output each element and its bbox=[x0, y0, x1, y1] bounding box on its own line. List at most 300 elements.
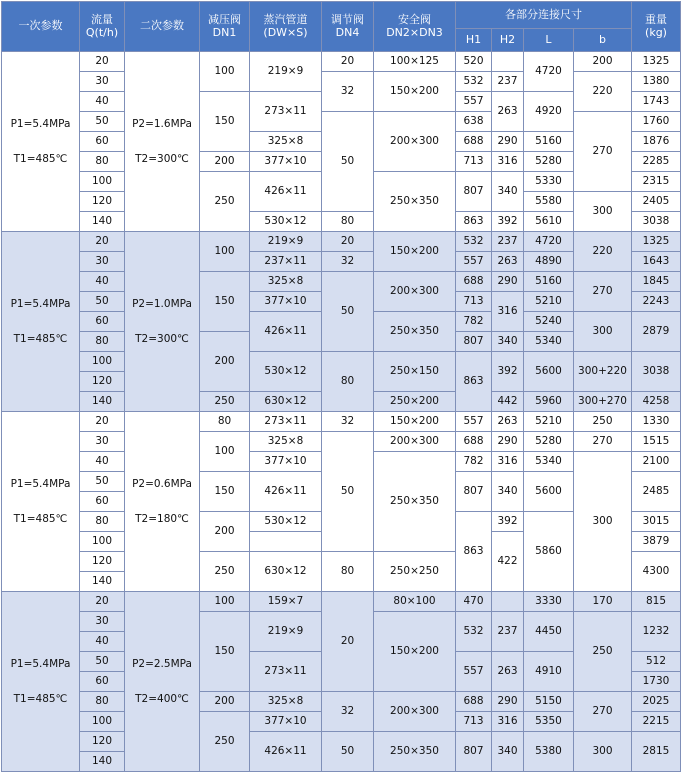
h1-cell: 713 bbox=[456, 292, 492, 312]
h1-cell: 782 bbox=[456, 452, 492, 472]
table-row bbox=[2, 592, 681, 612]
safety-cell: 200×300 bbox=[374, 432, 456, 452]
header-dims: 各部分连接尺寸 bbox=[456, 2, 632, 29]
flow-cell: 30 bbox=[80, 612, 125, 632]
header-prv-label: 减压阀 bbox=[208, 12, 241, 26]
flow-cell: 30 bbox=[80, 72, 125, 92]
prv-dn-cell: 250 bbox=[200, 392, 250, 412]
reg-dn-cell: 20 bbox=[322, 232, 374, 252]
steam-pipe-cell: 219×9 bbox=[250, 232, 322, 252]
secondary-params bbox=[125, 592, 200, 772]
flow-cell: 20 bbox=[80, 592, 125, 612]
h2-cell: 237 bbox=[492, 72, 524, 92]
h2-cell: 442 bbox=[492, 392, 524, 412]
weight-cell: 3015 bbox=[632, 512, 681, 532]
header-flow-unit: Q(t/h) bbox=[85, 25, 119, 39]
reg-dn-cell: 50 bbox=[322, 732, 374, 772]
l-cell: 5340 bbox=[524, 332, 574, 352]
table-row bbox=[2, 52, 681, 72]
h2-cell: 340 bbox=[492, 472, 524, 512]
l-cell: 5280 bbox=[524, 152, 574, 172]
safety-cell: 150×200 bbox=[374, 412, 456, 432]
weight-cell: 3038 bbox=[632, 352, 681, 392]
group-1 bbox=[2, 52, 681, 232]
steam-pipe-cell: 237×11 bbox=[250, 252, 322, 272]
weight-cell: 1743 bbox=[632, 92, 681, 112]
table-row bbox=[2, 72, 681, 92]
primary-params bbox=[2, 52, 80, 232]
reg-dn-cell: 50 bbox=[322, 272, 374, 352]
l-cell: 5960 bbox=[524, 392, 574, 412]
header-weight-unit: (kg) bbox=[645, 25, 667, 39]
l-cell: 5160 bbox=[524, 132, 574, 152]
t2-value: T2=400℃ bbox=[135, 692, 189, 705]
h2-cell: 316 bbox=[492, 152, 524, 172]
h2-cell: 340 bbox=[492, 172, 524, 212]
safety-cell: 250×150 bbox=[374, 352, 456, 392]
prv-dn-cell: 150 bbox=[200, 92, 250, 152]
safety-cell: 250×200 bbox=[374, 392, 456, 412]
table-row bbox=[2, 432, 681, 452]
h1-cell: 713 bbox=[456, 712, 492, 732]
prv-dn-cell: 100 bbox=[200, 432, 250, 472]
steam-pipe-cell: 377×10 bbox=[250, 452, 322, 472]
flow-cell: 100 bbox=[80, 172, 125, 192]
steam-pipe-cell: 426×11 bbox=[250, 312, 322, 352]
steam-pipe-cell: 219×9 bbox=[250, 52, 322, 92]
safety-cell: 150×200 bbox=[374, 72, 456, 112]
table-row bbox=[2, 732, 681, 752]
header-weight-label: 重量 bbox=[645, 12, 667, 26]
header-safety-label: 安全阀 bbox=[398, 12, 431, 26]
p1-value: P1=5.4MPa bbox=[10, 478, 71, 491]
prv-dn-cell: 250 bbox=[200, 172, 250, 232]
l-cell: 4910 bbox=[524, 652, 574, 692]
weight-cell: 2285 bbox=[632, 152, 681, 172]
weight-cell: 2100 bbox=[632, 452, 681, 472]
h1-cell: 863 bbox=[456, 512, 492, 592]
safety-cell: 80×100 bbox=[374, 592, 456, 612]
b-cell: 270 bbox=[574, 692, 632, 732]
h1-cell: 532 bbox=[456, 232, 492, 252]
header-safety-dn: DN2×DN3 bbox=[386, 25, 443, 39]
header-steam-pipe-label: 蒸汽管道 bbox=[263, 12, 308, 26]
header-flow-label: 流量 bbox=[91, 12, 113, 26]
weight-cell: 2405 bbox=[632, 192, 681, 212]
prv-dn-cell: 200 bbox=[200, 512, 250, 552]
h2-cell: 263 bbox=[492, 412, 524, 432]
l-cell: 5160 bbox=[524, 272, 574, 292]
prv-dn-cell: 150 bbox=[200, 272, 250, 332]
steam-pipe-cell: 630×12 bbox=[250, 392, 322, 412]
weight-cell: 2215 bbox=[632, 712, 681, 732]
flow-cell: 120 bbox=[80, 732, 125, 752]
prv-dn-cell: 250 bbox=[200, 552, 250, 592]
l-cell: 5380 bbox=[524, 732, 574, 772]
h1-cell: 807 bbox=[456, 172, 492, 212]
h1-cell: 782 bbox=[456, 312, 492, 332]
flow-cell: 120 bbox=[80, 552, 125, 572]
h1-cell: 807 bbox=[456, 332, 492, 352]
b-cell: 220 bbox=[574, 72, 632, 112]
safety-cell: 200×300 bbox=[374, 272, 456, 312]
flow-cell: 30 bbox=[80, 252, 125, 272]
p2-value: P2=1.6MPa bbox=[132, 118, 192, 131]
flow-cell: 120 bbox=[80, 192, 125, 212]
b-cell: 220 bbox=[574, 232, 632, 272]
h2-cell: 290 bbox=[492, 272, 524, 292]
b-cell: 270 bbox=[574, 272, 632, 312]
h2-cell bbox=[492, 592, 524, 612]
safety-cell: 200×300 bbox=[374, 692, 456, 732]
h1-cell: 532 bbox=[456, 72, 492, 92]
l-cell: 5580 bbox=[524, 192, 574, 212]
table-row bbox=[2, 112, 681, 132]
steam-pipe-cell: 630×12 bbox=[250, 552, 322, 592]
flow-cell: 120 bbox=[80, 372, 125, 392]
steam-pipe-cell: 530×12 bbox=[250, 212, 322, 232]
reg-dn-cell: 32 bbox=[322, 412, 374, 432]
steam-pipe-cell: 159×7 bbox=[250, 592, 322, 612]
steam-pipe-cell: 377×10 bbox=[250, 292, 322, 312]
flow-cell: 50 bbox=[80, 652, 125, 672]
h1-cell: 807 bbox=[456, 472, 492, 512]
h1-cell: 863 bbox=[456, 352, 492, 412]
b-cell: 270 bbox=[574, 112, 632, 192]
l-cell: 5600 bbox=[524, 352, 574, 392]
flow-cell: 60 bbox=[80, 132, 125, 152]
reg-dn-cell: 80 bbox=[322, 552, 374, 592]
prv-dn-cell: 200 bbox=[200, 152, 250, 172]
prv-dn-cell: 100 bbox=[200, 232, 250, 272]
h1-cell: 688 bbox=[456, 692, 492, 712]
h2-cell: 290 bbox=[492, 692, 524, 712]
h2-cell: 263 bbox=[492, 652, 524, 692]
weight-cell: 1380 bbox=[632, 72, 681, 92]
h2-cell: 392 bbox=[492, 352, 524, 392]
l-cell: 4720 bbox=[524, 232, 574, 252]
h1-cell: 557 bbox=[456, 652, 492, 692]
primary-params bbox=[2, 592, 80, 772]
weight-cell: 2815 bbox=[632, 732, 681, 772]
prv-dn-cell: 200 bbox=[200, 692, 250, 712]
b-cell: 300 bbox=[574, 452, 632, 592]
safety-cell: 250×350 bbox=[374, 732, 456, 772]
steam-pipe-cell: 377×10 bbox=[250, 712, 322, 732]
weight-cell: 2879 bbox=[632, 312, 681, 352]
weight-cell: 1515 bbox=[632, 432, 681, 452]
b-cell: 300 bbox=[574, 192, 632, 232]
t1-value: T1=485℃ bbox=[13, 152, 68, 165]
flow-cell: 40 bbox=[80, 452, 125, 472]
weight-cell: 1643 bbox=[632, 252, 681, 272]
steam-pipe-cell: 325×8 bbox=[250, 692, 322, 712]
flow-cell: 50 bbox=[80, 112, 125, 132]
table-row bbox=[2, 412, 681, 432]
steam-pipe-cell: 273×11 bbox=[250, 652, 322, 692]
safety-cell: 150×200 bbox=[374, 232, 456, 272]
l-cell: 4920 bbox=[524, 92, 574, 132]
header-reg-valve bbox=[322, 2, 374, 52]
reg-dn-cell: 32 bbox=[322, 252, 374, 272]
h2-cell: 392 bbox=[492, 512, 524, 532]
weight-cell: 1760 bbox=[632, 112, 681, 132]
l-cell: 5330 bbox=[524, 172, 574, 192]
flow-cell: 20 bbox=[80, 412, 125, 432]
reg-dn-cell: 80 bbox=[322, 212, 374, 232]
weight-cell: 3879 bbox=[632, 532, 681, 552]
flow-cell: 100 bbox=[80, 532, 125, 552]
h1-cell: 863 bbox=[456, 212, 492, 232]
h2-cell: 316 bbox=[492, 712, 524, 732]
t2-value: T2=300℃ bbox=[135, 152, 189, 165]
safety-cell: 200×300 bbox=[374, 112, 456, 172]
group-4 bbox=[2, 592, 681, 772]
weight-cell: 4258 bbox=[632, 392, 681, 412]
h2-cell: 422 bbox=[492, 532, 524, 592]
flow-cell: 140 bbox=[80, 392, 125, 412]
b-cell: 250 bbox=[574, 412, 632, 432]
steam-pipe-cell: 426×11 bbox=[250, 172, 322, 212]
t1-value: T1=485℃ bbox=[13, 692, 68, 705]
weight-cell: 1325 bbox=[632, 232, 681, 252]
b-cell: 250 bbox=[574, 612, 632, 692]
weight-cell: 2025 bbox=[632, 692, 681, 712]
p1-value: P1=5.4MPa bbox=[10, 118, 71, 131]
group-2 bbox=[2, 232, 681, 412]
h1-cell: 532 bbox=[456, 612, 492, 652]
reg-dn-cell: 20 bbox=[322, 592, 374, 692]
weight-cell: 1845 bbox=[632, 272, 681, 292]
p2-value: P2=0.6MPa bbox=[132, 478, 192, 491]
flow-cell: 20 bbox=[80, 52, 125, 72]
b-cell: 170 bbox=[574, 592, 632, 612]
secondary-params bbox=[125, 232, 200, 412]
flow-cell: 100 bbox=[80, 352, 125, 372]
header-b: b bbox=[574, 29, 632, 52]
steam-pipe-cell: 219×9 bbox=[250, 612, 322, 652]
h2-cell: 237 bbox=[492, 612, 524, 652]
prv-dn-cell: 100 bbox=[200, 592, 250, 612]
primary-params bbox=[2, 412, 80, 592]
h2-cell: 316 bbox=[492, 452, 524, 472]
h2-cell: 237 bbox=[492, 232, 524, 252]
flow-cell: 50 bbox=[80, 472, 125, 492]
b-cell: 300+220 bbox=[574, 352, 632, 392]
b-cell: 300 bbox=[574, 312, 632, 352]
flow-cell: 140 bbox=[80, 572, 125, 592]
flow-cell: 80 bbox=[80, 332, 125, 352]
l-cell: 3330 bbox=[524, 592, 574, 612]
l-cell: 4890 bbox=[524, 252, 574, 272]
l-cell: 5150 bbox=[524, 692, 574, 712]
flow-cell: 30 bbox=[80, 432, 125, 452]
prv-dn-cell: 200 bbox=[200, 332, 250, 392]
l-cell: 5210 bbox=[524, 412, 574, 432]
steam-pipe-cell: 273×11 bbox=[250, 412, 322, 432]
l-cell: 5340 bbox=[524, 452, 574, 472]
l-cell: 5860 bbox=[524, 512, 574, 592]
header-safety bbox=[374, 2, 456, 52]
flow-cell: 20 bbox=[80, 232, 125, 252]
flow-cell: 40 bbox=[80, 272, 125, 292]
l-cell: 5600 bbox=[524, 472, 574, 512]
weight-cell: 2315 bbox=[632, 172, 681, 192]
h2-cell: 290 bbox=[492, 432, 524, 452]
flow-cell: 80 bbox=[80, 692, 125, 712]
l-cell: 5280 bbox=[524, 432, 574, 452]
safety-cell: 150×200 bbox=[374, 612, 456, 692]
h1-cell: 713 bbox=[456, 152, 492, 172]
h2-cell bbox=[492, 52, 524, 72]
steam-pipe-cell: 530×12 bbox=[250, 352, 322, 392]
steam-pipe-cell: 325×8 bbox=[250, 432, 322, 452]
table-row bbox=[2, 232, 681, 252]
safety-cell: 250×350 bbox=[374, 312, 456, 352]
reg-dn-cell: 50 bbox=[322, 432, 374, 552]
flow-cell: 100 bbox=[80, 712, 125, 732]
header-flow bbox=[80, 2, 125, 52]
spec-table bbox=[1, 1, 681, 772]
table-row bbox=[2, 692, 681, 712]
b-cell: 300+270 bbox=[574, 392, 632, 412]
h1-cell: 688 bbox=[456, 132, 492, 152]
b-cell: 200 bbox=[574, 52, 632, 72]
p1-value: P1=5.4MPa bbox=[10, 658, 71, 671]
table-row bbox=[2, 272, 681, 292]
p2-value: P2=2.5MPa bbox=[132, 658, 192, 671]
prv-dn-cell: 250 bbox=[200, 712, 250, 772]
flow-cell: 60 bbox=[80, 492, 125, 512]
t2-value: T2=300℃ bbox=[135, 332, 189, 345]
flow-cell: 40 bbox=[80, 632, 125, 652]
header-prv-dn: DN1 bbox=[212, 25, 237, 39]
weight-cell: 815 bbox=[632, 592, 681, 612]
reg-dn-cell: 20 bbox=[322, 52, 374, 72]
weight-cell: 1325 bbox=[632, 52, 681, 72]
l-cell: 4450 bbox=[524, 612, 574, 652]
flow-cell: 140 bbox=[80, 752, 125, 772]
flow-cell: 140 bbox=[80, 212, 125, 232]
reg-dn-cell: 50 bbox=[322, 112, 374, 212]
prv-dn-cell: 150 bbox=[200, 472, 250, 512]
weight-cell: 1232 bbox=[632, 612, 681, 652]
b-cell: 300 bbox=[574, 732, 632, 772]
weight-cell: 1876 bbox=[632, 132, 681, 152]
flow-cell: 60 bbox=[80, 312, 125, 332]
t1-value: T1=485℃ bbox=[13, 332, 68, 345]
h2-cell: 290 bbox=[492, 132, 524, 152]
table-row bbox=[2, 352, 681, 372]
steam-pipe-cell: 325×8 bbox=[250, 132, 322, 152]
secondary-params bbox=[125, 52, 200, 232]
h1-cell: 807 bbox=[456, 732, 492, 772]
header-primary: 一次参数 bbox=[2, 2, 80, 52]
h2-cell: 340 bbox=[492, 332, 524, 352]
flow-cell: 80 bbox=[80, 512, 125, 532]
b-cell: 270 bbox=[574, 432, 632, 452]
reg-dn-cell: 32 bbox=[322, 692, 374, 732]
h1-cell: 470 bbox=[456, 592, 492, 612]
flow-cell: 50 bbox=[80, 292, 125, 312]
safety-cell: 250×250 bbox=[374, 552, 456, 592]
flow-cell: 40 bbox=[80, 92, 125, 112]
h2-cell: 263 bbox=[492, 252, 524, 272]
steam-pipe-cell bbox=[250, 532, 322, 552]
reg-dn-cell: 80 bbox=[322, 352, 374, 412]
flow-cell: 80 bbox=[80, 152, 125, 172]
t2-value: T2=180℃ bbox=[135, 512, 189, 525]
h1-cell: 557 bbox=[456, 92, 492, 112]
steam-pipe-cell: 325×8 bbox=[250, 272, 322, 292]
h1-cell: 688 bbox=[456, 272, 492, 292]
header-weight bbox=[632, 2, 681, 52]
h2-cell: 316 bbox=[492, 292, 524, 332]
flow-cell: 60 bbox=[80, 672, 125, 692]
table-header bbox=[2, 2, 681, 52]
header-prv bbox=[200, 2, 250, 52]
weight-cell: 2243 bbox=[632, 292, 681, 312]
weight-cell: 1730 bbox=[632, 672, 681, 692]
primary-params bbox=[2, 232, 80, 412]
weight-cell: 2485 bbox=[632, 472, 681, 512]
steam-pipe-cell: 530×12 bbox=[250, 512, 322, 532]
steam-pipe-cell: 426×11 bbox=[250, 732, 322, 772]
header-secondary: 二次参数 bbox=[125, 2, 200, 52]
header-reg-dn: DN4 bbox=[335, 25, 360, 39]
header-reg-valve-label: 调节阀 bbox=[331, 12, 364, 26]
h1-cell: 557 bbox=[456, 412, 492, 432]
h1-cell: 638 bbox=[456, 112, 492, 132]
l-cell: 5240 bbox=[524, 312, 574, 332]
group-3 bbox=[2, 412, 681, 592]
weight-cell: 4300 bbox=[632, 552, 681, 592]
safety-cell: 250×350 bbox=[374, 452, 456, 552]
weight-cell: 512 bbox=[632, 652, 681, 672]
prv-dn-cell: 150 bbox=[200, 612, 250, 692]
h1-cell: 557 bbox=[456, 252, 492, 272]
h1-cell: 688 bbox=[456, 432, 492, 452]
h2-cell: 340 bbox=[492, 732, 524, 772]
l-cell: 5210 bbox=[524, 292, 574, 312]
header-steam-pipe bbox=[250, 2, 322, 52]
h1-cell: 520 bbox=[456, 52, 492, 72]
l-cell: 5350 bbox=[524, 712, 574, 732]
l-cell: 4720 bbox=[524, 52, 574, 92]
h2-cell: 392 bbox=[492, 212, 524, 232]
steam-pipe-cell: 273×11 bbox=[250, 92, 322, 132]
steam-pipe-cell: 426×11 bbox=[250, 472, 322, 512]
header-h1: H1 bbox=[456, 29, 492, 52]
header-steam-pipe-dim: (DW×S) bbox=[263, 25, 308, 39]
l-cell: 5610 bbox=[524, 212, 574, 232]
weight-cell: 1330 bbox=[632, 412, 681, 432]
header-l: L bbox=[524, 29, 574, 52]
safety-cell: 100×125 bbox=[374, 52, 456, 72]
prv-dn-cell: 100 bbox=[200, 52, 250, 92]
p1-value: P1=5.4MPa bbox=[10, 298, 71, 311]
prv-dn-cell: 80 bbox=[200, 412, 250, 432]
weight-cell: 3038 bbox=[632, 212, 681, 232]
secondary-params bbox=[125, 412, 200, 592]
steam-pipe-cell: 377×10 bbox=[250, 152, 322, 172]
p2-value: P2=1.0MPa bbox=[132, 298, 192, 311]
safety-cell: 250×350 bbox=[374, 172, 456, 232]
header-h2: H2 bbox=[492, 29, 524, 52]
h2-cell: 263 bbox=[492, 92, 524, 132]
reg-dn-cell: 32 bbox=[322, 72, 374, 112]
t1-value: T1=485℃ bbox=[13, 512, 68, 525]
